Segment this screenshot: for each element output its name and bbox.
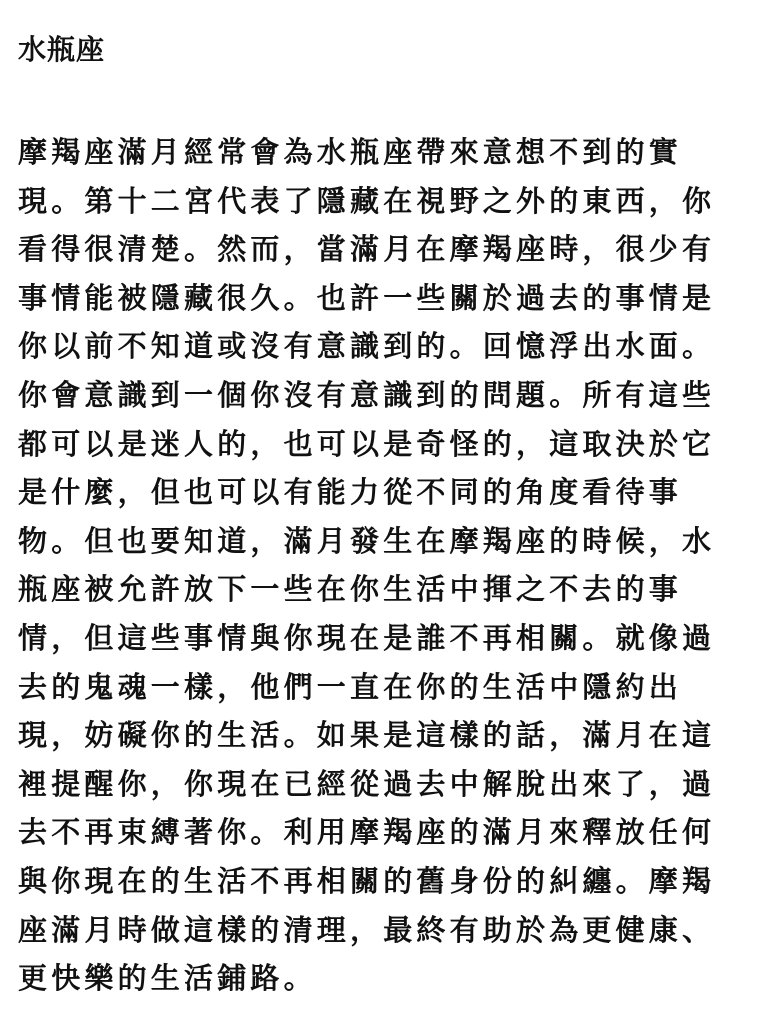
- text-line: 是什麼，但也可以有能力從不同的角度看待事: [18, 475, 683, 510]
- text-line: 看得很清楚。然而，當滿月在摩羯座時，很少有: [18, 232, 716, 267]
- text-line: 摩羯座滿月經常會為水瓶座帶來意想不到的實: [18, 135, 683, 169]
- text-line: 瓶座被允許放下一些在你生活中揮之不去的事: [18, 572, 683, 607]
- text-line: 情，但這些事情與你現在是誰不再相關。就像過: [18, 620, 716, 655]
- text-line: 物。但也要知道，滿月發生在摩羯座的時候，水: [18, 523, 716, 558]
- text-line: 你會意識到一個你沒有意識到的問題。所有這些: [18, 377, 716, 412]
- text-line: 去不再束縛著你。利用摩羯座的滿月來釋放任何: [18, 815, 716, 850]
- text-line: 現。第十二宮代表了隱藏在視野之外的東西，你: [18, 183, 716, 218]
- text-line: 你以前不知道或沒有意識到的。回憶浮出水面。: [18, 329, 716, 364]
- text-line: 事情能被隱藏很久。也許一些關於過去的事情是: [18, 280, 716, 315]
- text-line: 去的鬼魂一樣，他們一直在你的生活中隱約出: [18, 669, 683, 704]
- text-line: 更快樂的生活鋪路。: [18, 961, 317, 996]
- text-line: 座滿月時做這樣的清理，最終有助於為更健康、: [18, 912, 716, 947]
- text-line: 現，妨礙你的生活。如果是這樣的話，滿月在這: [18, 718, 716, 753]
- text-line: 裡提醒你，你現在已經從過去中解脫出來了，過: [18, 766, 716, 801]
- text-line: 與你現在的生活不再相關的舊身份的糾纏。摩羯: [18, 863, 716, 898]
- article-body: [18, 128, 748, 1003]
- text-line: 都可以是迷人的，也可以是奇怪的，這取決於它: [18, 426, 716, 461]
- page-title: 水瓶座: [18, 33, 106, 66]
